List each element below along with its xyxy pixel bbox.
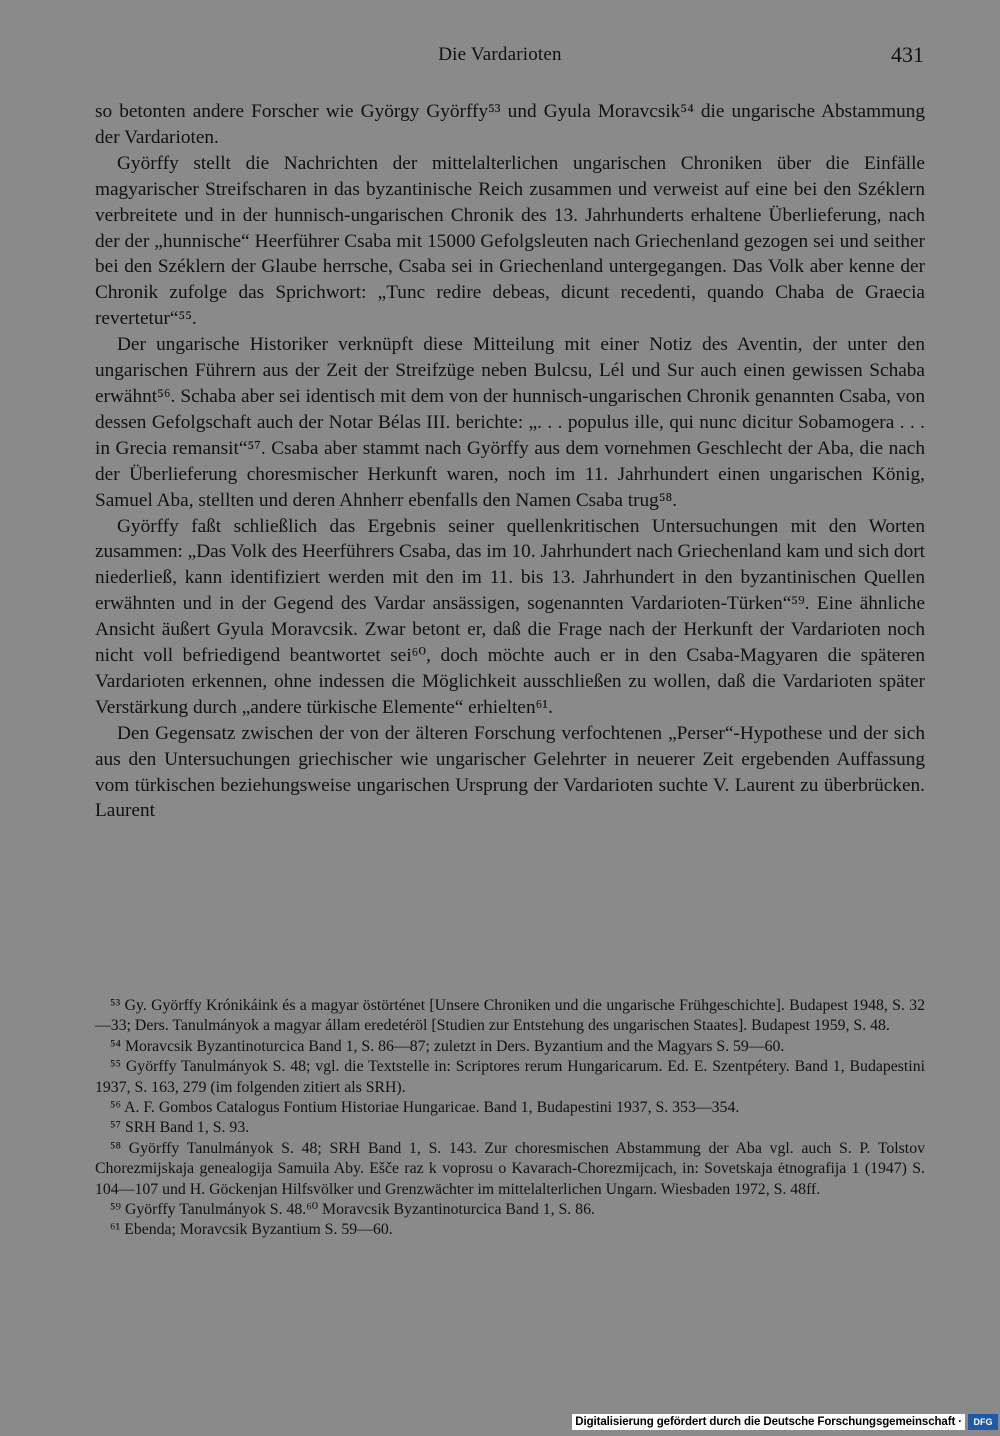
paragraph-4: Györffy faßt schließlich das Ergebnis seiner quellenkritischen Untersuchungen mit den Worten zusammen: „Das Volk des Heerführers Csaba, das im 10. Jahrhundert nach Griechenland kam und sich dort niederließ, kann identifiziert werden mit den im 11. bis 13. Jahrhundert in den byzantinischen Quellen erwähnten und in der Gegend des Vardar ansässigen, sogenannten Vardarioten-Türken“⁵⁹. Eine ähnliche Ansicht äußert Gyula Moravcsik. Zwar betont er, daß die Frage nach der Herkunft der Vardarioten noch nicht voll befriedigend beantwortet sei⁶⁰, doch möchte auch er in den Csaba-Magyaren die späteren Vardarioten erkennen, ohne indessen die Möglichkeit ausschließen zu wollen, daß die Vardarioten später Verstärkung durch „andere türkische Elemente“ erhielten⁶¹. [95, 515, 925, 718]
footnote-57: ⁵⁷ SRH Band 1, S. 93. [110, 1119, 250, 1137]
footnote-53: ⁵³ Gy. Györffy Krónikáink és a magyar östörténet [Unsere Chroniken und die ungarische Frühgeschichte]. Budapest 1948, S. 32—33; Ders. Tanulmányok a magyar állam eredetéröl [Studien zur Entstehung des ungarischen Staates]. Budapest 1959, S. 48. [95, 997, 925, 1035]
footnote-61: ⁶¹ Ebenda; Moravcsik Byzantium S. 59—60. [110, 1221, 393, 1239]
footnotes [95, 996, 925, 1241]
footnote-59: ⁵⁹ Györffy Tanulmányok S. 48. [110, 1201, 307, 1219]
main-text [95, 99, 925, 824]
footnote-55: ⁵⁵ Györffy Tanulmányok S. 48; vgl. die Textstelle in: Scriptores rerum Hungaricarum. Ed. E. Szentpétery. Band 1, Budapestini 1937, S. 163, 279 (im folgenden zitiert als SRH). [95, 1058, 925, 1096]
footnote-60: ⁶⁰ Moravcsik Byzantinoturcica Band 1, S. 86. [306, 1201, 595, 1219]
footnote-54: ⁵⁴ Moravcsik Byzantinoturcica Band 1, S. 86—87; zuletzt in Ders. Byzantium and the Magyars S. 59—60. [110, 1037, 785, 1055]
footnote-56: ⁵⁶ A. F. Gombos Catalogus Fontium Historiae Hungaricae. Band 1, Budapestini 1937, S. 353—354. [110, 1099, 740, 1117]
paragraph-2: Györffy stellt die Nachrichten der mittelalterlichen ungarischen Chroniken über die Einfälle magyarischer Streifscharen in das byzantinische Reich zusammen und verweist auf eine bei den Széklern verbreitete und in der hunnisch-ungarischen Chronik des 13. Jahrhunderts erhaltene Überlieferung, nach der der „hunnische“ Heerführer Csaba mit 15000 Gefolgsleuten nach Griechenland gezogen sei und seither bei den Széklern der Glaube herrsche, Csaba sei in Griechenland untergegangen. Das Volk aber kenne der Chronik zufolge das Sprichwort: „Tunc redire debeas, dicunt recedenti, quando Chaba de Graecia revertetur“⁵⁵. [95, 152, 925, 330]
dfg-credit-text: Digitalisierung gefördert durch die Deutsche Forschungsgemeinschaft · [572, 1414, 965, 1430]
footnote-59-60 [95, 1200, 925, 1220]
paragraph-5: Den Gegensatz zwischen der von der älteren Forschung verfochtenen „Perser“-Hypothese und der sich aus den Untersuchungen griechischer wie ungarischer Gelehrter in neuerer Zeit ergebenden Auffassung vom türkischen beziehungsweise ungarischen Ursprung der Vardarioten suchte V. Laurent zu überbrücken. Laurent [95, 722, 925, 822]
dfg-logo-icon[interactable]: DFG [968, 1414, 998, 1430]
digitization-credit-bar [572, 1412, 998, 1432]
footnote-58: ⁵⁸ Györffy Tanulmányok S. 48; SRH Band 1, S. 143. Zur choresmischen Abstammung der Aba vgl. auch S. P. Tolstov Chorezmijskaja genealogija Samuila Aby. Ešče raz k voprosu o Kavarach-Chorezmijcach, in: Sovetskaja ėtnografija 1 (1947) S. 104—107 und H. Göckenjan Hilfsvölker und Grenzwächter im mittelalterlichen Ungarn. Wiesbaden 1972, S. 48ff. [95, 1139, 925, 1198]
paragraph-1: so betonten andere Forscher wie György Györffy⁵³ und Gyula Moravcsik⁵⁴ die ungarische Abstammung der Vardarioten. [95, 101, 925, 148]
paragraph-3: Der ungarische Historiker verknüpft diese Mitteilung mit einer Notiz des Aventin, der unter den ungarischen Führern aus der Zeit der Streifzüge neben Bulcsu, Lél und Sur auch einen gewissen Schaba erwähnt⁵⁶. Schaba aber sei identisch mit dem von der hunnisch-ungarischen Chronik genannten Csaba, von dessen Gefolgschaft auch der Notar Bélas III. berichte: „. . . populus ille, qui nunc dicitur Sobamogera . . . in Grecia remansit“⁵⁷. Csaba aber stammt nach Györffy aus dem vornehmen Geschlecht der Aba, die nach der Überlieferung choresmischer Herkunft waren, noch im 11. Jahrhundert einen ungarischen König, Samuel Aba, stellten und deren Ahnherr ebenfalls den Namen Csaba trug⁵⁸. [95, 334, 925, 511]
page-number: 431 [891, 42, 924, 67]
page-header-title: Die Vardarioten [438, 44, 562, 65]
